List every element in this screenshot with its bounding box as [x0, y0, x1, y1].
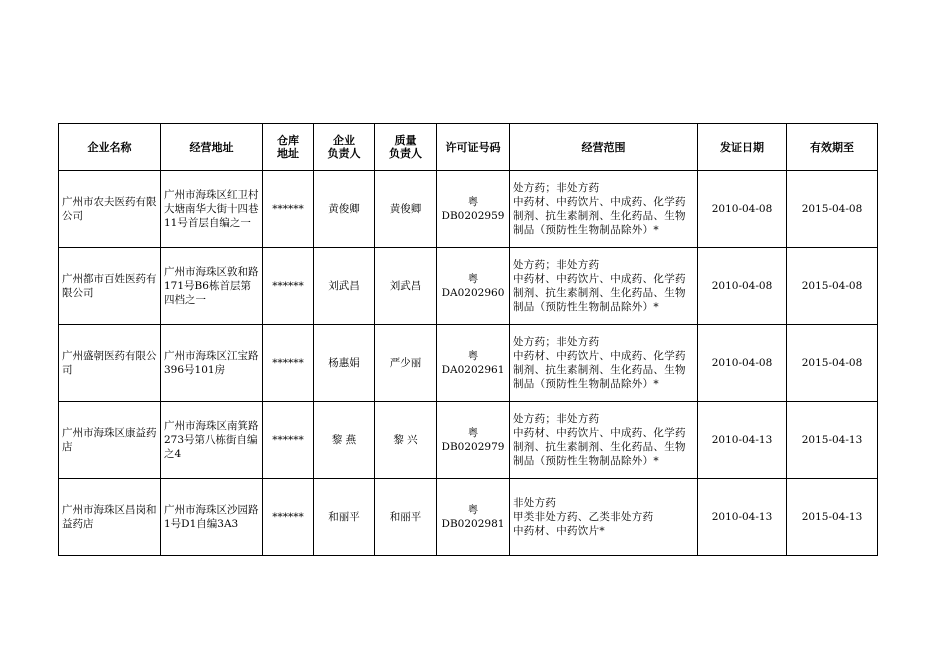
- header-legal-person: [314, 124, 375, 171]
- legal-person-cell: 和丽平: [314, 479, 375, 556]
- business-scope-cell: [510, 171, 698, 248]
- license-table: [58, 123, 878, 556]
- valid-until-cell: 2015-04-08: [787, 248, 878, 325]
- address-cell: 广州市海珠区沙园路1号D1自编3A3: [161, 479, 263, 556]
- address-cell: 广州市海珠区南箕路273号第八栋街自编之4: [161, 402, 263, 479]
- scope-line: 中药材、中药饮片*: [513, 525, 605, 537]
- header-company-name: 企业名称: [59, 124, 161, 171]
- table-row: [59, 479, 878, 556]
- header-quality-line1: 质量: [394, 134, 417, 147]
- issue-date-cell: 2010-04-13: [698, 402, 787, 479]
- quality-person-cell: 黄俊卿: [375, 171, 437, 248]
- header-license-number: 许可证号码: [437, 124, 510, 171]
- scope-line: 中药材、中药饮片、中成药、化学药制剂、抗生素制剂、生化药品、生物制品（预防性生物制品除外）*: [513, 273, 686, 313]
- quality-person-cell: 和丽平: [375, 479, 437, 556]
- scope-line: 处方药；非处方药: [513, 413, 600, 425]
- legal-person-cell: 黎 燕: [314, 402, 375, 479]
- warehouse-cell: ******: [263, 402, 314, 479]
- table-row: [59, 171, 878, 248]
- scope-line: 处方药；非处方药: [513, 182, 600, 194]
- license-number-cell: 粤DB0202979: [437, 402, 510, 479]
- quality-person-cell: 黎 兴: [375, 402, 437, 479]
- company-name-cell: 广州盛朝医药有限公司: [59, 325, 161, 402]
- issue-date-cell: 2010-04-08: [698, 325, 787, 402]
- scope-line: 处方药；非处方药: [513, 259, 600, 271]
- header-address: 经营地址: [161, 124, 263, 171]
- business-scope-cell: [510, 479, 698, 556]
- header-warehouse-line2: 地址: [277, 147, 299, 160]
- scope-line: 甲类非处方药、乙类非处方药: [513, 511, 654, 523]
- warehouse-cell: ******: [263, 325, 314, 402]
- address-cell: 广州市海珠区江宝路396号101房: [161, 325, 263, 402]
- warehouse-cell: ******: [263, 248, 314, 325]
- legal-person-cell: 杨惠娟: [314, 325, 375, 402]
- business-scope-cell: [510, 402, 698, 479]
- valid-until-cell: 2015-04-08: [787, 325, 878, 402]
- license-number-cell: 粤DA0202961: [437, 325, 510, 402]
- scope-line: 中药材、中药饮片、中成药、化学药制剂、抗生素制剂、生化药品、生物制品（预防性生物制品除外）*: [513, 427, 686, 467]
- address-cell: 广州市海珠区红卫村大塘南华大街十四巷11号首层自编之一: [161, 171, 263, 248]
- scope-line: 非处方药: [513, 497, 557, 509]
- company-name-cell: 广州都市百姓医药有限公司: [59, 248, 161, 325]
- header-valid-until: 有效期至: [787, 124, 878, 171]
- license-number-cell: 粤DB0202981: [437, 479, 510, 556]
- company-name-cell: 广州市海珠区昌岗和益药店: [59, 479, 161, 556]
- company-name-cell: 广州市农夫医药有限公司: [59, 171, 161, 248]
- header-quality-person: [375, 124, 437, 171]
- warehouse-cell: ******: [263, 171, 314, 248]
- table-row: [59, 248, 878, 325]
- license-number-cell: 粤DB0202959: [437, 171, 510, 248]
- scope-line: 中药材、中药饮片、中成药、化学药制剂、抗生素制剂、生化药品、生物制品（预防性生物制品除外）*: [513, 350, 686, 390]
- header-legal-line1: 企业: [333, 134, 355, 147]
- scope-line: 处方药；非处方药: [513, 336, 600, 348]
- header-warehouse-line1: 仓库: [277, 134, 299, 147]
- table-row: [59, 402, 878, 479]
- license-number-cell: 粤DA0202960: [437, 248, 510, 325]
- valid-until-cell: 2015-04-13: [787, 479, 878, 556]
- issue-date-cell: 2010-04-08: [698, 171, 787, 248]
- company-name-cell: 广州市海珠区康益药店: [59, 402, 161, 479]
- header-quality-line2: 负责人: [389, 147, 422, 160]
- header-issue-date: 发证日期: [698, 124, 787, 171]
- legal-person-cell: 刘武昌: [314, 248, 375, 325]
- table-row: [59, 325, 878, 402]
- quality-person-cell: 刘武昌: [375, 248, 437, 325]
- header-legal-line2: 负责人: [327, 147, 361, 160]
- warehouse-cell: ******: [263, 479, 314, 556]
- legal-person-cell: 黄俊卿: [314, 171, 375, 248]
- scope-line: 中药材、中药饮片、中成药、化学药制剂、抗生素制剂、生化药品、生物制品（预防性生物制品除外）*: [513, 196, 686, 236]
- address-cell: 广州市海珠区敦和路171号B6栋首层第四档之一: [161, 248, 263, 325]
- header-business-scope: 经营范围: [510, 124, 698, 171]
- valid-until-cell: 2015-04-13: [787, 402, 878, 479]
- quality-person-cell: 严少丽: [375, 325, 437, 402]
- business-scope-cell: [510, 325, 698, 402]
- issue-date-cell: 2010-04-13: [698, 479, 787, 556]
- issue-date-cell: 2010-04-08: [698, 248, 787, 325]
- business-scope-cell: [510, 248, 698, 325]
- valid-until-cell: 2015-04-08: [787, 171, 878, 248]
- header-row: [59, 124, 878, 171]
- header-warehouse: [263, 124, 314, 171]
